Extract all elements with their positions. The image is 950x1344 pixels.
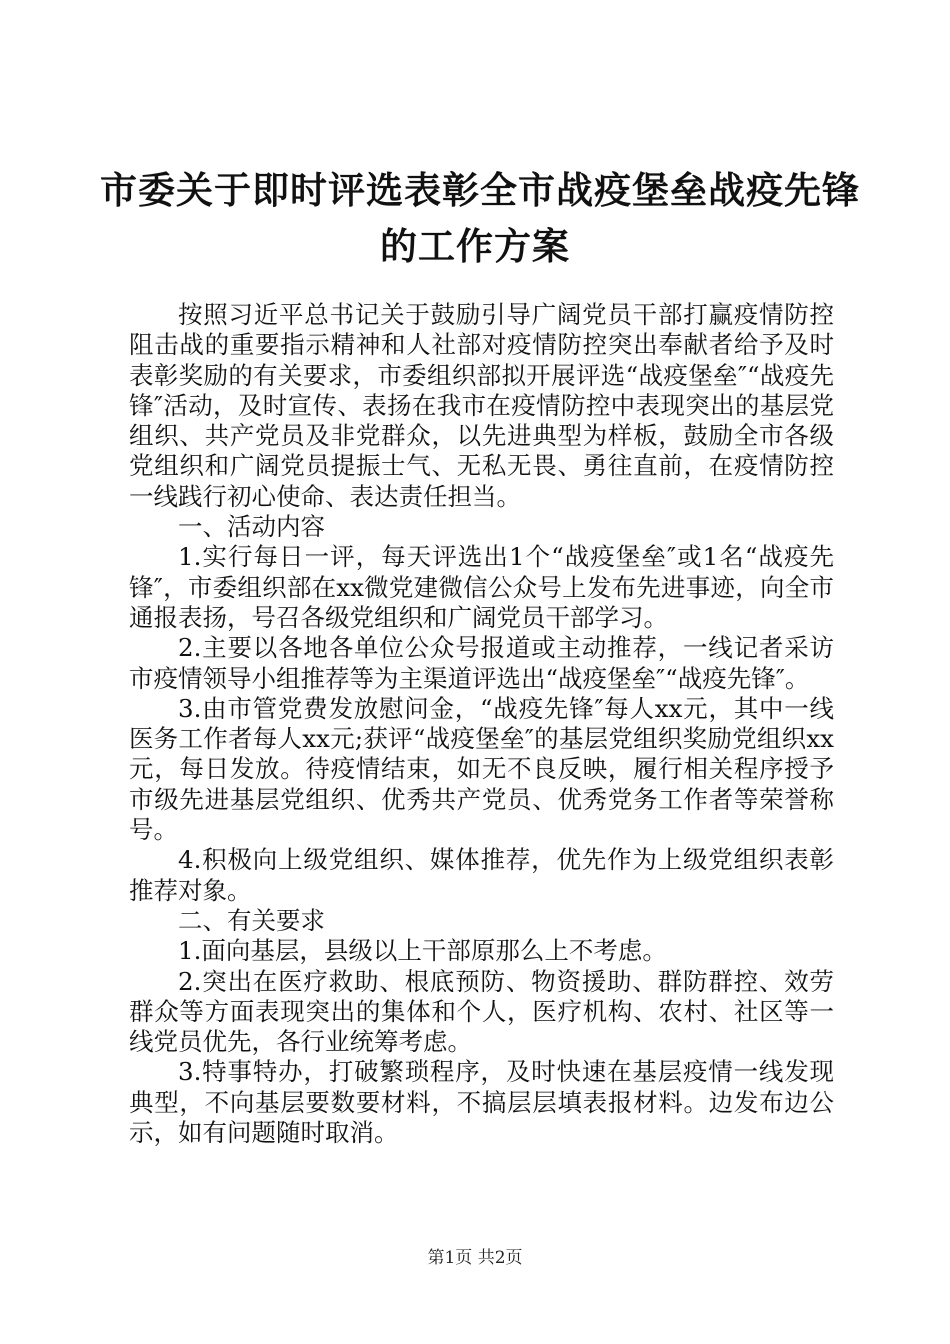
document-title-line-1: 市委关于即时评选表彰全市战疫堡垒战疫先锋 — [100, 169, 860, 212]
requirement-item-2: 2.突出在医疗救助、根底预防、物资援助、群防群控、效劳群众等方面表现突出的集体和个人，医疗机构、农村、社区等一线党员优先，各行业统筹考虑。 — [129, 966, 834, 1057]
intro-paragraph: 按照习近平总书记关于鼓励引导广阔党员干部打赢疫情防控阻击战的重要指示精神和人社部对疫情防控突出奉献者给予及时表彰奖励的有关要求，市委组织部拟开展评选“战疫堡垒″“战疫先锋″活动，及时宣传、表扬在我市在疫情防控中表现突出的基层党组织、共产党员及非党群众，以先进典型为样板，鼓励全市各级党组织和广阔党员提振士气、无私无畏、勇往直前，在疫情防控一线践行初心使命、表达责任担当。 — [129, 300, 834, 511]
activity-item-4: 4.积极向上级党组织、媒体推荐，优先作为上级党组织表彰推荐对象。 — [129, 845, 834, 905]
page-number-footer: 第1页 共2页 — [427, 1248, 523, 1268]
activity-item-3: 3.由市管党费发放慰问金，“战疫先锋″每人xx元，其中一线医务工作者每人xx元;获评“战疫堡垒″的基层党组织奖励党组织xx元，每日发放。待疫情结束，如无不良反映，履行相关程序授予市级先进基层党组织、优秀共产党员、优秀党务工作者等荣誉称号。 — [129, 693, 834, 845]
section-heading-activity-content: 一、活动内容 — [178, 512, 325, 542]
document-body — [129, 300, 834, 1148]
activity-item-2: 2.主要以各地各单位公众号报道或主动推荐，一线记者采访市疫情领导小组推荐等为主渠道评选出“战疫堡垒″“战疫先锋″。 — [129, 633, 834, 693]
section-heading-requirements: 二、有关要求 — [178, 905, 325, 935]
document-title-line-2: 的工作方案 — [380, 225, 570, 268]
activity-item-1: 1.实行每日一评，每天评选出1个“战疫堡垒″或1名“战疫先锋″，市委组织部在xx微党建微信公众号上发布先进事迹，向全市通报表扬，号召各级党组织和广阔党员干部学习。 — [129, 542, 834, 632]
requirement-item-3: 3.特事特办，打破繁琐程序，及时快速在基层疫情一线发现典型，不向基层要数要材料，不搞层层填表报材料。边发布边公示，如有问题随时取消。 — [129, 1057, 834, 1148]
requirement-item-1: 1.面向基层，县级以上干部原那么上不考虑。 — [178, 936, 667, 966]
